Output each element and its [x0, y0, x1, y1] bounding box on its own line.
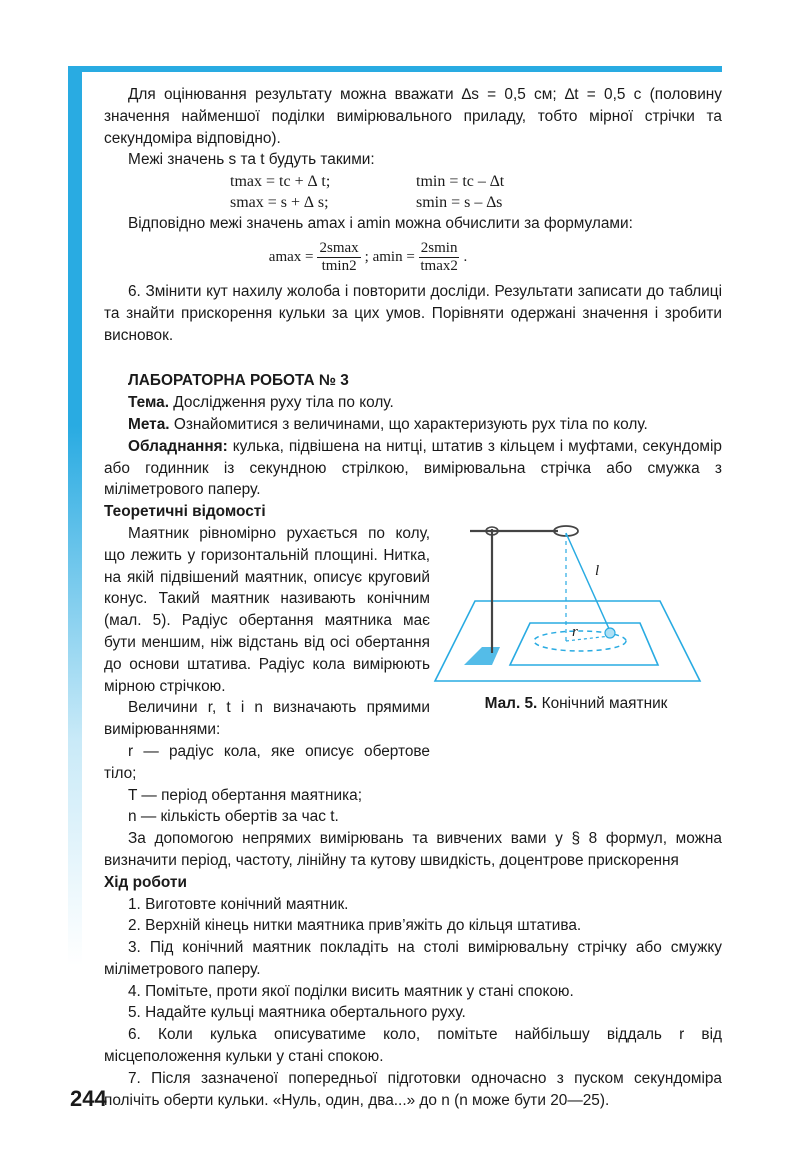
- fraction-amin: [419, 240, 460, 275]
- equipment-text: кулька, підвішена на нитці, штатив з кільцем і муфтами, секундомір або годинник із секундною стрілкою, вимірювальна стрічка або смужка з міліметрового паперу.: [104, 437, 722, 499]
- fraction-amax-denominator: tmin2: [321, 258, 357, 275]
- conical-pendulum-figure: [430, 501, 722, 691]
- equipment-line: [104, 436, 722, 501]
- acceleration-formula: [104, 235, 722, 281]
- top-accent-rule: [68, 66, 722, 72]
- limits-paragraph: Межі значень s та t будуть такими:: [128, 151, 375, 169]
- paper-sheet: [510, 623, 658, 665]
- label-r: r: [572, 624, 578, 641]
- definition-r: r — радіус кола, яке описує обертове тіло;: [104, 742, 430, 782]
- intro-paragraph: Для оцінювання результату можна вважати ∆s = 0,5 см; ∆t = 0,5 с (половину значення найменшої поділки вимірювального приладу, тобто мірної стрічки та секундоміра відповідно).: [104, 86, 722, 147]
- pendulum-thread: [566, 533, 610, 631]
- formula-smin: smin = s – ∆s: [416, 194, 503, 212]
- figure-caption: [430, 693, 722, 715]
- formula-tmin: tmin = tc – ∆t: [416, 173, 505, 191]
- formula-end: .: [463, 249, 468, 266]
- formula-amin-lhs: amin =: [372, 249, 415, 266]
- left-accent-bar: [68, 66, 82, 966]
- step-item: 5. Надайте кульці маятника обертального руху.: [128, 1004, 466, 1022]
- step-item: 1. Виготовте конічний маятник.: [128, 895, 349, 913]
- theory-title: Теоретичні відомості: [104, 503, 266, 521]
- formula-separator: ;: [364, 249, 369, 266]
- label-l: l: [595, 563, 600, 580]
- caption-text: Конічний маятник: [541, 695, 668, 713]
- formula-row-s: [230, 192, 722, 213]
- goal-line: [104, 414, 722, 436]
- step-item: 3. Під конічний маятник покладіть на столі вимірювальну стрічку або смужку міліметрового паперу.: [104, 939, 722, 978]
- theory-section: [104, 501, 722, 828]
- formula-amax-lhs: amax =: [268, 249, 314, 266]
- lab-title: ЛАБОРАТОРНА РОБОТА № 3: [128, 372, 349, 390]
- theory-text-column: [104, 501, 430, 828]
- page-content: [104, 84, 722, 1111]
- acceleration-limits-paragraph: Відповідно межі значень amax і amin можна обчислити за формулами:: [128, 215, 633, 233]
- step6-paragraph: 6. Змінити кут нахилу жолоба і повторити досліди. Результати записати до таблиці та знайти прискорення кульки за цих умов. Порівняти одержані значення і зробити висновок.: [104, 282, 722, 344]
- caption-label: Мал. 5.: [484, 695, 538, 713]
- formula-smax: smax = s + ∆ s;: [230, 194, 329, 212]
- fraction-amin-numerator: 2smin: [420, 240, 458, 257]
- stand-base: [464, 647, 500, 665]
- theory-paragraph-2: Величини r, t і n визначають прямими вимірюваннями:: [104, 699, 430, 739]
- steps-title: Хід роботи: [104, 873, 187, 891]
- goal-text: Ознайомитися з величинами, що характеризують рух тіла по колу.: [173, 415, 648, 433]
- equipment-label: Обладнання:: [128, 437, 228, 455]
- fraction-amax: [317, 240, 360, 275]
- pendulum-ball: [605, 628, 615, 638]
- step-item: 2. Верхній кінець нитки маятника прив’яжіть до кільця штатива.: [128, 917, 582, 935]
- definition-n: n — кількість обертів за час t.: [128, 808, 339, 826]
- theory-paragraph-1: Маятник рівномірно рухається по колу, що лежить у горизонтальній площині. Нитка, на якій підвішений маятник, описує круговий конус. Такий маятник називають конічним (мал. 5). Радіус обертання маятника має бути меншим, ніж відстань від осі обертання до основи штатива. Радіус кола вимірюють мірною стрічкою.: [104, 524, 430, 695]
- indirect-measurements-paragraph: За допомогою непрямих вимірювань та вивчених вами у § 8 формул, можна визначити період, частоту, лінійну та кутову швидкість, доцентрове прискорення: [104, 830, 722, 869]
- topic-line: [104, 392, 722, 414]
- formula-row-t: [230, 171, 722, 192]
- goal-label: Мета.: [128, 415, 170, 433]
- topic-label: Тема.: [128, 394, 170, 412]
- figure-column: [430, 501, 722, 828]
- formula-tmax: tmax = tc + ∆ t;: [230, 173, 331, 191]
- step-item: 4. Помітьте, проти якої поділки висить маятник у стані спокою.: [128, 982, 574, 1000]
- step-item: 7. Після зазначеної попередньої підготовки одночасно з пуском секундоміра полічіть оберти кульки. «Нуль, один, два...» до n (n може бути 20—25).: [104, 1069, 722, 1109]
- step-item: 6. Коли кулька описуватиме коло, помітьте найбільшу віддаль r від місцеположення кульки у стані спокою.: [104, 1026, 722, 1066]
- fraction-amin-denominator: tmax2: [420, 258, 458, 275]
- definition-T: T — період обертання маятника;: [128, 786, 362, 804]
- page-number: 244: [70, 1086, 107, 1111]
- fraction-amax-numerator: 2smax: [319, 240, 359, 257]
- topic-text: Дослідження руху тіла по колу.: [173, 394, 394, 412]
